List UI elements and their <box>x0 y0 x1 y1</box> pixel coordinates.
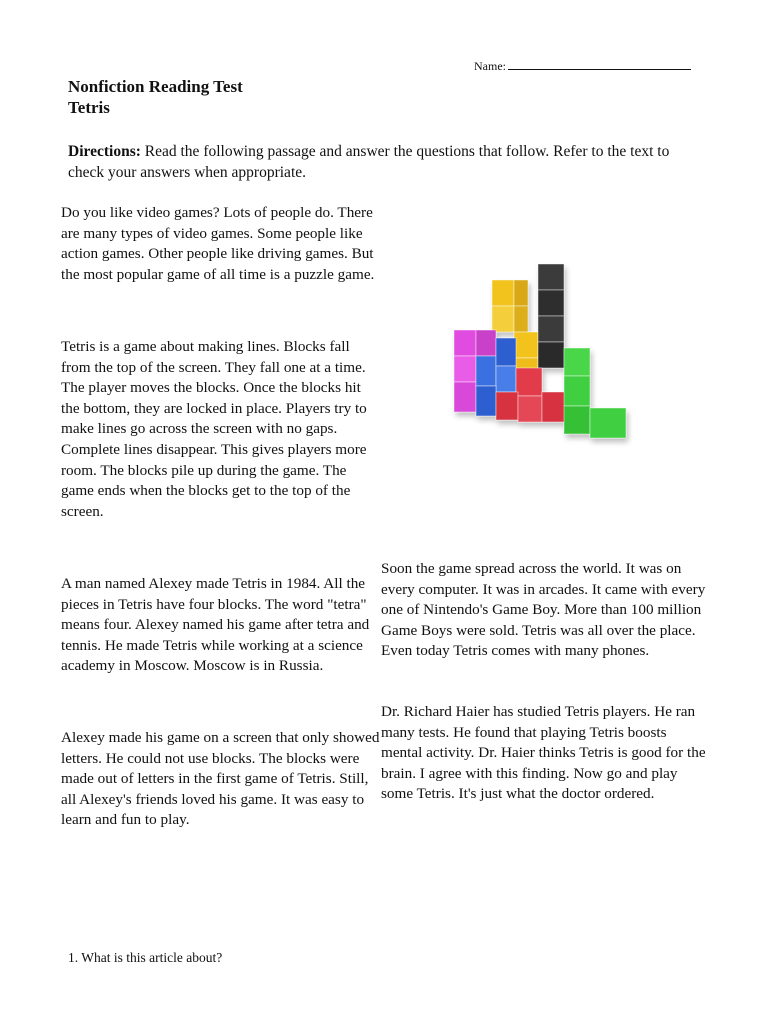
question-1: 1. What is this article about? <box>68 950 223 965</box>
paragraph-3: A man named Alexey made Tetris in 1984. All the pieces in Tetris have four blocks. The word "tetra" means four. Alexey named his game after tetra and tennis. He made Tetris while working at a science academy in Moscow. Moscow is in Russia. <box>61 575 370 675</box>
name-blank-line[interactable] <box>508 58 691 70</box>
name-field[interactable] <box>474 58 691 74</box>
tetris-blocks-image <box>440 258 640 463</box>
paragraph-5: Soon the game spread across the world. It was on every computer. It was in arcades. It came with every one of Nintendo's Game Boy. More than 100 million Game Boys were sold. Tetris was all over the place. Even today Tetris comes with many phones. <box>381 560 706 660</box>
paragraph-1: Do you like video games? Lots of people do. There are many types of video games. Some people like action games. Other people like driving games. But the most popular game of all time is a puzzle game. <box>61 204 375 283</box>
paragraph-2: Tetris is a game about making lines. Blocks fall from the top of the screen. They fall one at a time. The player moves the blocks. Once the blocks hit the bottom, they are locked in place. Players try to make lines go across the screen with no gaps. Complete lines disappear. This gives players more room. The blocks pile up during the game. The game ends when the blocks get to the top of the screen. <box>61 338 367 520</box>
title-line-1: Nonfiction Reading Test <box>68 77 243 96</box>
page-title <box>68 76 243 118</box>
directions-label: Directions: <box>68 143 141 160</box>
title-line-2: Tetris <box>68 98 110 117</box>
name-label: Name: <box>474 59 506 73</box>
paragraph-4: Alexey made his game on a screen that only showed letters. He could not use blocks. The blocks were made out of letters in the first game of Tetris. Still, all Alexey's friends loved his game. It was easy to learn and fun to play. <box>61 729 380 829</box>
directions-text: Read the following passage and answer the questions that follow. Refer to the text to check your answers when appropriate. <box>68 143 670 181</box>
directions <box>68 141 698 183</box>
paragraph-6: Dr. Richard Haier has studied Tetris players. He ran many tests. He found that playing Tetris boosts mental activity. Dr. Haier thinks Tetris is good for the brain. I agree with this finding. Now go and play some Tetris. It's just what the doctor ordered. <box>381 703 706 803</box>
